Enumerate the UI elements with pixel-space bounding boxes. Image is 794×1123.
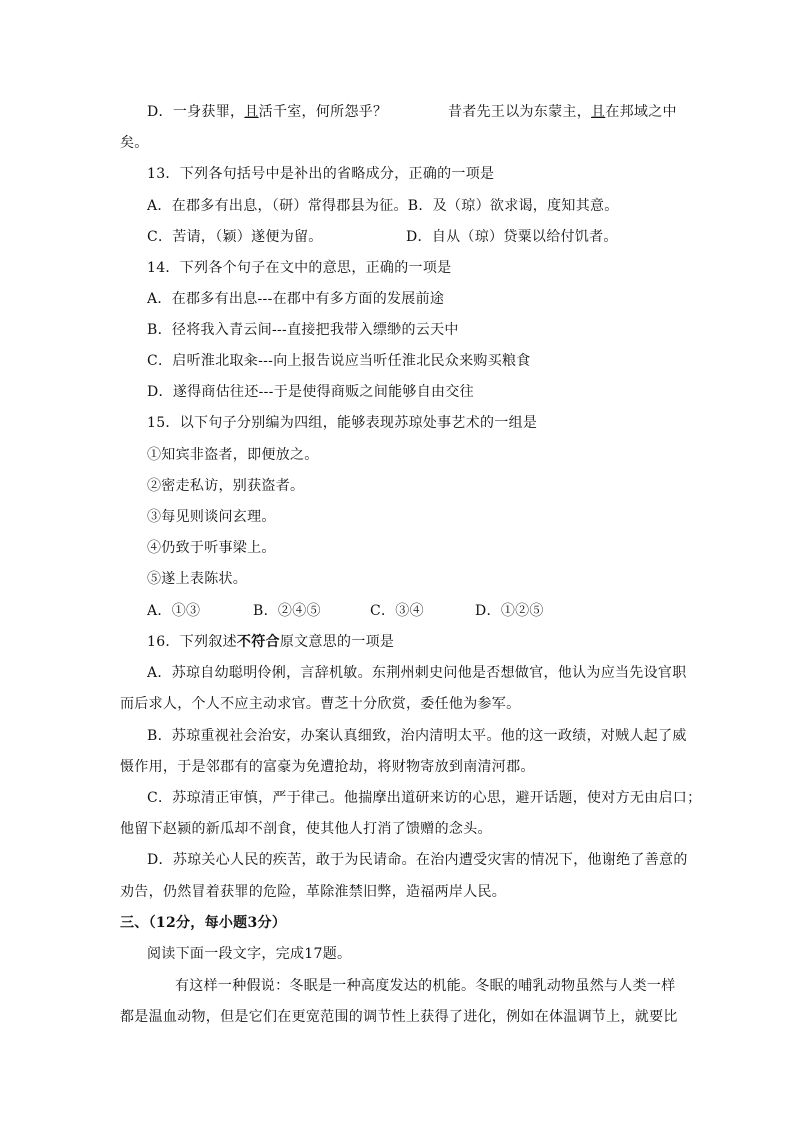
q14-option-a: A．在郡多有出息---在郡中有多方面的发展前途 <box>147 291 445 307</box>
q15-option-b: B．②④⑤ <box>253 603 321 619</box>
question-15: 15．以下句子分别编为四组，能够表现苏琼处事艺术的一组是 <box>147 415 538 431</box>
q16-option-d-line1: D．苏琼关心人民的疾苦，敢于为民请命。在治内遭受灾害的情况下，他谢绝了善意的 <box>147 852 688 868</box>
q15-item-3: ③每见则谈问玄理。 <box>147 509 276 525</box>
underlined-char: 且 <box>591 104 606 120</box>
passage-line-1: 有这样一种假说：冬眠是一种高度发达的机能。冬眠的哺乳动物虽然与人类一样 <box>175 978 676 994</box>
q14-option-b: B．径将我入青云间---直接把我带入缥缈的云天中 <box>147 322 459 338</box>
q13-option-c: C．苦请，（颖）遂便为留。 <box>147 229 323 245</box>
question-16: 16．下列叙述不符合原文意思的一项是 <box>147 634 395 650</box>
q15-option-c: C．③④ <box>370 603 424 619</box>
passage-line-2: 都是温血动物，但是它们在更宽范围的调节性上获得了进化，例如在体温调节上，就要比 <box>120 1009 678 1025</box>
q14-option-c: C．启听淮北取籴---向上报告说应当听任淮北民众来购买粮食 <box>147 353 531 369</box>
question-13: 13．下列各句括号中是补出的省略成分，正确的一项是 <box>147 166 495 182</box>
q16-option-a-line2: 而后求人，个人不应主动求官。曹芝十分欣赏，委任他为参军。 <box>120 696 521 712</box>
section-3-heading: 三、（12分，每小题3分） <box>120 915 287 931</box>
question-14: 14．下列各个句子在文中的意思，正确的一项是 <box>147 260 452 276</box>
emphasis-not-match: 不符合 <box>236 634 280 650</box>
q12-option-d: D．一身获罪，且活千室，何所怨乎？ <box>147 104 388 120</box>
q16-option-d-line2: 劝告，仍然冒着获罪的危险，革除淮禁旧弊，造福两岸人民。 <box>120 884 507 900</box>
underlined-char: 且 <box>244 104 259 120</box>
q16-option-c-line1: C．苏琼清正审慎，严于律己。他揣摩出道研来访的心思，避开话题，使对方无由启口； <box>147 790 702 806</box>
q16-option-b-line1: B．苏琼重视社会治安，办案认真细致，治内清明太平。他的这一政绩，对贼人起了威 <box>147 728 687 744</box>
q14-option-d: D．遂得商估往还---于是使得商贩之间能够自由交往 <box>147 384 474 400</box>
q13-option-d: D．自从（琼）贷粟以给付饥者。 <box>406 229 618 245</box>
q15-item-4: ④仍致于听事梁上。 <box>147 540 276 556</box>
q13-options-ab: A．在郡多有出息，（研）常得郡县为征。B．及（琼）欲求谒，度知其意。 <box>147 198 619 214</box>
q12-option-d-second: 昔者先王以为东蒙主，且在邦域之中 <box>448 104 677 120</box>
reading-instruction-17: 阅读下面一段文字，完成17题。 <box>147 946 352 962</box>
q15-option-a: A．①③ <box>147 603 201 619</box>
q15-item-1: ①知宾非盗者，即便放之。 <box>147 447 319 463</box>
q15-item-2: ②密走私访，别获盗者。 <box>147 478 305 494</box>
q15-item-5: ⑤遂上表陈状。 <box>147 571 248 587</box>
q16-option-a-line1: A．苏琼自幼聪明伶俐，言辞机敏。东荆州刺史问他是否想做官，他认为应当先设官职 <box>147 665 687 681</box>
q16-option-c-line2: 他留下赵颍的新瓜却不剖食，使其他人打消了馈赠的念头。 <box>120 821 492 837</box>
q15-option-d: D．①②⑤ <box>475 603 544 619</box>
q16-option-b-line2: 慑作用，于是邻郡有的富豪为免遭抢劫，将财物寄放到南清河郡。 <box>120 759 535 775</box>
q12-option-d-end: 矣。 <box>120 135 149 151</box>
